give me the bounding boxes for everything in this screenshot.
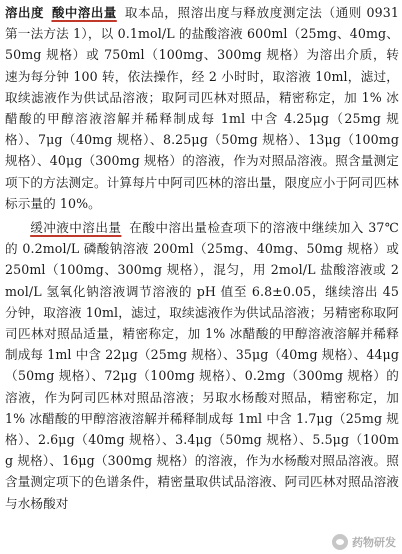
paragraph-buffer-release (5, 217, 399, 514)
subsection-heading-acid: 酸中溶出量 (51, 5, 117, 20)
paragraph-text-acid: 取本品，照溶出度与释放度测定法（通则 0931 第一法方法 1），以 0.1mol/L 的盐酸溶液 600ml（25mg、40mg、50mg 规格）或 750ml（100mg、300mg 规格）为溶出介质，转速为每分钟 100 转，依法操作，经 2 小时时，取溶液 10ml，滤过，取续滤液作为供试品溶液；取阿司匹林对照品，精密称定，加 1% 冰醋酸的甲醇溶液溶解并稀释制成每 1ml 中含 4.25μg（25mg 规格）、7μg（40mg 规格）、8.25μg（50mg 规格）、13μg（100mg 规格）、40μg（300mg 规格）的溶液，作为对照品溶液。照含量测定项下的方法测定。计算每片中阿司匹林的溶出量，限度应小于阿司匹林标示量的 10%。 (5, 5, 400, 211)
paragraph-acid-release (5, 2, 399, 214)
watermark (332, 534, 396, 550)
paragraph-text-buffer: 在酸中溶出量检查项下的溶液中继续加入 37℃ 的 0.2mol/L 磷酸钠溶液 200ml（25mg、40mg、50mg 规格）或 250ml（100mg、300mg 规格），混匀，用 2mol/L 盐酸溶液或 2mol/L 氢氧化钠溶液调节溶液的 pH 值至 6.8±0.05，继续溶出 45 分钟，取溶液 10ml，滤过，取续滤液作为供试品溶液；另精密称取阿司匹林对照品适量，精密称定，加 1% 冰醋酸的甲醇溶液溶解并稀释制成每 1ml 中含 22μg（25mg 规格）、35μg（40mg 规格）、44μg（50mg 规格）、72μg（100mg 规格）、0.2mg（300mg 规格）的溶液，作为阿司匹林对照品溶液；另取水杨酸对照品，精密称定，加 1% 冰醋酸的甲醇溶液溶解并稀释制成每 1ml 中含 1.7μg（25mg 规格）、2.6μg（40mg 规格）、3.4μg（50mg 规格）、5.5μg（100mg 规格）、16μg（300mg 规格）的溶液，作为水杨酸对照品溶液。照含量测定项下的色谱条件，精密量取供试品溶液、阿司匹林对照品溶液与水杨酸对 (5, 220, 399, 511)
watermark-text: 药物研发 (352, 536, 396, 549)
document-page (5, 2, 399, 514)
section-label-dissolution: 溶出度 (5, 5, 44, 20)
wechat-icon (332, 534, 348, 550)
subsection-heading-buffer: 缓冲液中溶出量 (30, 220, 122, 236)
